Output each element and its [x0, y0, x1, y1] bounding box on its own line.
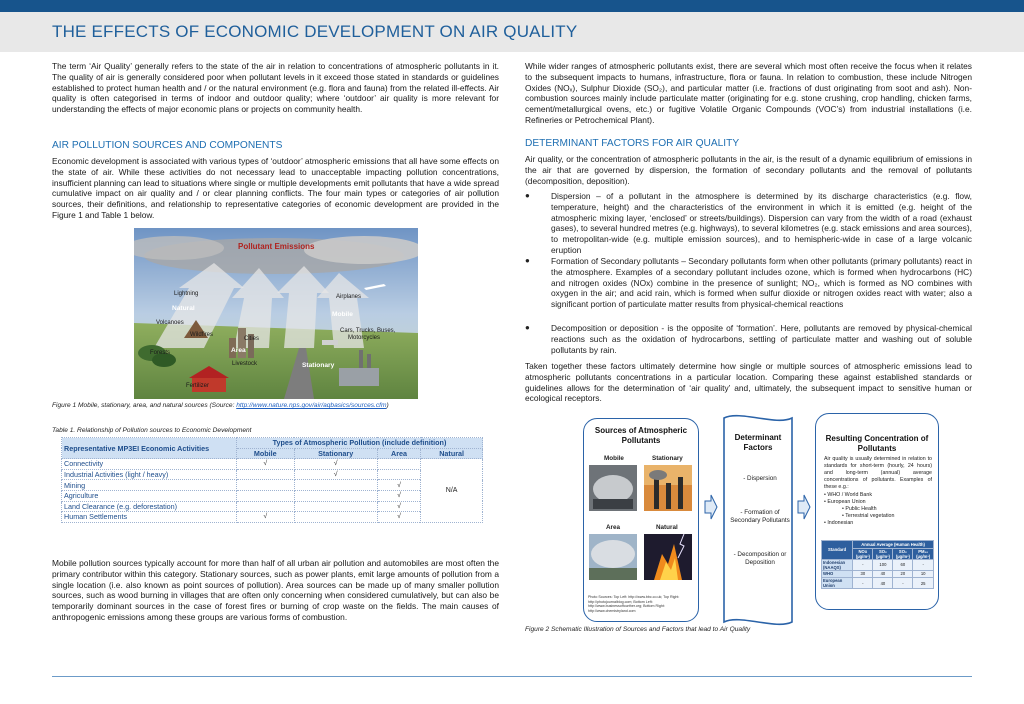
mini-col-header: SO₂ (µg/m³)	[893, 548, 913, 559]
mini-cell: 100	[873, 559, 893, 570]
stationary-photo	[644, 465, 692, 511]
table-1-caption: Table 1. Relationship of Pollution sources to Economic Development	[52, 427, 252, 434]
mini-cell: 25	[913, 578, 934, 589]
bullet-icon: ●	[525, 256, 530, 265]
bullet-icon: ●	[525, 323, 530, 332]
photo-credit-4: http://www.chemistryland.com	[588, 608, 636, 613]
mini-cell: 60	[893, 559, 913, 570]
label-wildfires: Wildfires	[190, 332, 214, 338]
cell-mark	[377, 459, 420, 470]
cell-mark: √	[377, 490, 420, 501]
column-header-area: Area	[377, 448, 420, 459]
photo-credit-1: Photo Sources: Top Left: http://www.bbc.co.uk; Top Right:	[588, 595, 680, 599]
section-heading-determinants: DETERMINANT FACTORS FOR AIR QUALITY	[525, 138, 740, 149]
table-row-header: Representative MP3EI Economic Activities	[62, 438, 237, 459]
mini-row-label: European Union	[822, 578, 853, 589]
cell-mark: √	[237, 512, 295, 523]
intro-paragraph: The term ‘Air Quality’ generally refers to the state of the air in relation to concentrations of atmospheric pollutants in it. The quality of air is generally considered poor when pollutant levels in it exceed those stated in standards or guidelines established to protect human health and / or the natural environment (e.g. flora and fauna) from the related ill-effects. Air quality is often categorised in terms of indoor and outdoor quality; where ‘outdoor’ air quality is more relevant for understanding the effects of major economic plans or projects on community health.	[52, 61, 499, 115]
cell-mark: √	[377, 480, 420, 491]
mini-cell: -	[853, 559, 873, 570]
cell-mark: √	[237, 459, 295, 470]
arrow-right-icon	[797, 494, 811, 520]
mini-cell: 10	[913, 570, 934, 578]
photo-credit-3: http://www.businessoffourther.org; Bottom Right:	[588, 604, 665, 608]
bullet-icon: ●	[525, 191, 530, 200]
mini-col-header: NOx (µg/m³)	[853, 548, 873, 559]
pollutants-paragraph: While wider ranges of atmospheric pollutants exist, there are several which most often receive the focus when it relates to the subsequent impacts to humans, infrastructure, flora or fauna. In relation to combustion, these include Nitrogen Oxides (NOₓ), Sulphur Dioxide (SO₂), and particular matter (i.e. fractions of dust originating from soot and ash). Non-combustion sources mainly include particulate matter (originating for e.g. stone crushing, crop handling, chicken farms, cement/metallurgical ovens, etc.) or fugitive Volatile Organic Compounds (VOC’s) from industrial installations (i.e. Refineries or Petrochemical Plant).	[525, 61, 972, 125]
label-livestock: Livestock	[232, 361, 258, 367]
mobile-photo	[589, 465, 637, 511]
factor-dispersion: - Dispersion	[743, 475, 777, 482]
label-natural: Natural	[172, 305, 195, 312]
mini-col-header: SO₂ (µg/m³)	[873, 548, 893, 559]
bullet-text: Formation of Secondary pollutants – Secondary pollutants form when other pollutants (primary pollutants) react in the atmosphere. Examples of a secondary pollutant includes ozone, which is formed when hydrocarbons (HC) and nitrogen oxides (NOx) combine in the presence of sunlight; NO₂, which is formed as NO combines with oxygen in the air; and acid rain, which is formed when sulfur dioxide or nitrogen oxides react with water; also a significant portion of particulate matter results from physical-chemical reactions	[551, 256, 972, 310]
mini-row-label: WHO	[822, 570, 853, 578]
mini-cell: 20	[893, 570, 913, 578]
standard-item: • European Union	[824, 499, 866, 505]
factors-title: Determinant Factors	[734, 433, 782, 452]
figure-1-source-link[interactable]: http://www.nature.nps.gov/air/aqbasics/sources.cfm	[236, 402, 387, 409]
column-header-mobile: Mobile	[237, 448, 295, 459]
row-label: Land Clearance (e.g. deforestation)	[62, 501, 237, 512]
figure-1-caption-text: Figure 1 Mobile, stationary, area, and natural sources (Source:	[52, 402, 237, 409]
figure-1-caption-end: )	[386, 402, 389, 409]
mini-cell: -	[853, 578, 873, 589]
standard-item: • Indonesian	[824, 520, 854, 526]
table-row	[822, 578, 934, 589]
page-title: THE EFFECTS OF ECONOMIC DEVELOPMENT ON AIR QUALITY	[52, 22, 578, 41]
figure-1-title: Pollutant Emissions	[238, 242, 315, 251]
mini-row-label: Indonesian (NAAQS)	[822, 559, 853, 570]
figure-1-caption	[52, 402, 389, 409]
result-panel-title: Resulting Concentration of Pollutants	[825, 434, 929, 453]
sources-panel-title: Sources of Atmospheric Pollutants	[594, 426, 688, 445]
natural-na-cell: N/A	[421, 459, 483, 523]
determinants-paragraph: Air quality, or the concentration of atmospheric pollutants in the air, is the result of a dynamic equilibrium of emissions in the air that are governed by dispersion, the formation of secondary pollutants and the removal of pollutants (decomposition, deposition).	[525, 154, 972, 186]
bullet-text: Decomposition or deposition - is the opposite of ‘formation’. Here, pollutants are removed by physical-chemical reactions such as the oxidation of hydrocarbons, settling of particulate matter and washing out of soluble pollutants by rain.	[551, 323, 972, 355]
cell-mark	[294, 512, 377, 523]
factor-decomposition: - Decomposition or Deposition	[733, 551, 787, 566]
photo-label-area: Area	[606, 524, 621, 531]
label-cars: Cars, Trucks, Buses,	[340, 328, 396, 334]
sources-paragraph: Economic development is associated with various types of ‘outdoor’ atmospheric emissions that all have some effects on the state of air. While these activities do not necessary lead to unacceptable impacting pollution concentrations, insufficient planning can lead to situations where single or multiple developments emit pollutants that have a wide spread cumulative impact on air quality and / or clear planning conflicts. The four main types or categories of air pollution sources, their definitions, and relationship to representative categories of economic development are provided in the Figure 1 and Table 1 below.	[52, 156, 499, 220]
photo-credit-2: http://photojournalblog.com; Bottom Left:	[588, 599, 653, 604]
cell-mark	[294, 501, 377, 512]
row-label: Mining	[62, 480, 237, 491]
mini-cell: 30	[853, 570, 873, 578]
standard-item: • WHO / World Bank	[824, 492, 872, 498]
footer-rule	[52, 676, 972, 677]
label-fertilizer: Fertilizer	[186, 383, 210, 389]
pollutant-emissions-graphic	[134, 228, 418, 399]
label-forests: Forests	[150, 350, 171, 356]
mini-cell: 40	[873, 578, 893, 589]
figure-2-caption: Figure 2 Schematic Illustration of Sources and Factors that lead to Air Quality	[525, 626, 751, 633]
row-label: Connectivity	[62, 459, 237, 470]
mobile-sources-paragraph: Mobile pollution sources typically account for more than half of all urban air pollution and automobiles are most often the primary contributor within this category. Stationary sources, such as power plants, emit large amounts of pollution from a single location (i.e. also known as point sources of pollution). Area sources can be made up of many smaller pollution sources, such as wood burning in villages that are often only concerning when considered cumulatively, but can also be temporarily dominant sources in the case of forest fires or burning of crop waste on the fields. The main causes of anthropogenic emissions among these groups are various forms of combustion.	[52, 558, 499, 622]
table-row	[62, 480, 483, 491]
cell-mark: √	[294, 469, 377, 480]
area-photo	[589, 534, 637, 580]
table-row	[822, 570, 934, 578]
sources-panel	[583, 418, 699, 622]
standards-mini-table	[821, 540, 934, 589]
arrow-right-icon	[704, 494, 718, 520]
cell-mark	[294, 490, 377, 501]
cell-mark	[237, 480, 295, 491]
row-label: Industrial Activities (light / heavy)	[62, 469, 237, 480]
mini-cell: -	[913, 559, 934, 570]
cell-mark: √	[377, 501, 420, 512]
cell-mark	[237, 501, 295, 512]
column-header-natural: Natural	[421, 448, 483, 459]
label-volcanoes: Volcanoes	[156, 320, 184, 326]
cell-mark: √	[377, 512, 420, 523]
label-mobile: Mobile	[332, 311, 353, 318]
mini-cell: 40	[873, 570, 893, 578]
cell-mark	[237, 469, 295, 480]
table-row	[62, 512, 483, 523]
natural-photo	[644, 534, 692, 580]
figure-1-illustration	[134, 228, 418, 399]
standard-item: • Public Health	[842, 506, 877, 512]
conclusion-paragraph: Taken together these factors ultimately determine how single or multiple sources of atmospheric emissions lead to atmospheric pollutants concentrations in a particular location. Comparing these against established standards or guidelines allows for the determination of ‘air quality’ and, ultimately, the subsequent impact to sensitive human or ecological receptors.	[525, 361, 972, 404]
row-label: Agriculture	[62, 490, 237, 501]
cell-mark	[237, 490, 295, 501]
standard-item: • Terrestrial vegetation	[842, 513, 895, 519]
label-airplanes: Airplanes	[336, 294, 362, 300]
mini-group-header: Annual Average (Human Health)	[853, 541, 934, 549]
mini-col-header: PM₁₀ (µg/m³)	[913, 548, 934, 559]
label-motorcycles: Motorcycles	[348, 335, 381, 341]
label-cities: Cities	[244, 336, 260, 342]
table-row	[62, 501, 483, 512]
table-row	[62, 469, 483, 480]
label-lightning: Lightning	[174, 291, 199, 297]
table-row	[62, 490, 483, 501]
mini-cell: -	[893, 578, 913, 589]
section-heading-sources: AIR POLLUTION SOURCES AND COMPONENTS	[52, 140, 283, 151]
photo-label-natural: Natural	[656, 524, 678, 531]
cell-mark	[294, 480, 377, 491]
table-group-header: Types of Atmospheric Pollution (include definition)	[237, 438, 483, 449]
label-stationary: Stationary	[302, 362, 335, 369]
table-row	[62, 459, 483, 470]
row-label: Human Settlements	[62, 512, 237, 523]
bullet-text: Dispersion – of a pollutant in the atmosphere is determined by its discharge characteristics (e.g. flow, temperature, height) and the characteristics of the environment in which it is emitted (e.g. height of the atmospheric mixing layer, ‘enclosed’ or streets/buildings). Dispersion can vary from the width of a road (exhaust gases), to several hundred metres (e.g. highways), to several kilometres (e.g. stack emissions and area sources), to metropolitan-wide (e.g. multiple emission sources), and to hemispheric-wide in case of a large volcanic eruption	[551, 191, 972, 255]
top-band	[0, 0, 1024, 12]
cell-mark: √	[294, 459, 377, 470]
cell-mark	[377, 469, 420, 480]
table-row	[822, 559, 934, 570]
factor-formation: - Formation of Secondary Pollutants	[730, 509, 790, 524]
label-area: Area	[231, 347, 246, 354]
column-header-stationary: Stationary	[294, 448, 377, 459]
pollution-sources-table	[61, 437, 483, 523]
photo-label-stationary: Stationary	[652, 455, 683, 462]
mini-standard-header: Standard	[822, 541, 853, 560]
photo-label-mobile: Mobile	[604, 455, 624, 462]
result-text: Air quality is usually determined in relation to standards for short-term (hourly, 24 hours) and long-term (annual) average concentrations of pollutants. Examples of these e.g.:	[824, 456, 932, 490]
